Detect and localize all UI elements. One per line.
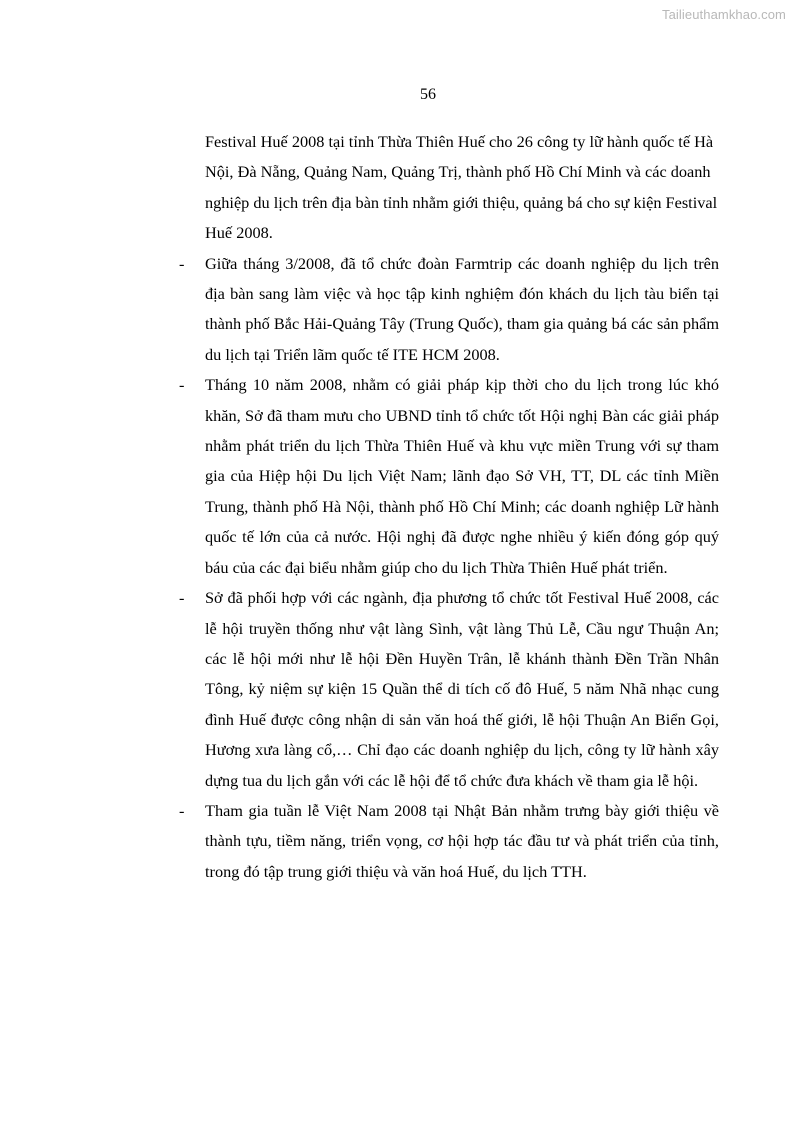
bullet-item-japan-week <box>179 796 719 887</box>
paragraph-continuation <box>205 127 719 249</box>
bullet-item-farmtrip <box>179 249 719 371</box>
paragraph-text: Giữa tháng 3/2008, đã tổ chức đoàn Farmtrip các doanh nghiệp du lịch trên địa bàn sang làm việc và học tập kinh nghiệm đón khách du lịch tàu biển tại thành phố Bắc Hải-Quảng Tây (Trung Quốc), tham gia quảng bá các sản phẩm du lịch tại Triển lãm quốc tế ITE HCM 2008. <box>205 253 719 364</box>
bullet-item-conference <box>179 370 719 583</box>
page-number: 56 <box>420 86 436 103</box>
paragraph-text: Tham gia tuần lễ Việt Nam 2008 tại Nhật Bản nhằm trưng bày giới thiệu về thành tựu, tiềm năng, triển vọng, cơ hội hợp tác đầu tư và phát triển của tỉnh, trong đó tập trung giới thiệu và văn hoá Huế, du lịch TTH. <box>205 800 719 881</box>
bullet-dash: - <box>179 375 185 395</box>
bullet-dash: - <box>179 253 185 273</box>
paragraph-text: Festival Huế 2008 tại tỉnh Thừa Thiên Huế cho 26 công ty lữ hành quốc tế Hà Nội, Đà Nẵng, Quảng Nam, Quảng Trị, thành phố Hồ Chí Minh và các doanh nghiệp du lịch trên địa bàn tỉnh nhằm giới thiệu, quảng bá cho sự kiện Festival Huế 2008. <box>205 132 718 243</box>
paragraph-text: Tháng 10 năm 2008, nhằm có giải pháp kịp thời cho du lịch trong lúc khó khăn, Sở đã tham mưu cho UBND tỉnh tổ chức tốt Hội nghị Bàn các giải pháp nhằm phát triển du lịch Thừa Thiên Huế và khu vực miền Trung với sự tham gia của Hiệp hội Du lịch Việt Nam; lãnh đạo Sở VH, TT, DL các tỉnh Miền Trung, thành phố Hà Nội, thành phố Hồ Chí Minh; các doanh nghiệp Lữ hành quốc tế lớn của cả nước. Hội nghị đã được nghe nhiều ý kiến đóng góp quý báu của các đại biểu nhằm giúp cho du lịch Thừa Thiên Huế phát triển. <box>205 375 719 577</box>
bullet-dash: - <box>179 800 185 820</box>
watermark: Tailieuthamkhao.com <box>661 7 786 22</box>
document-body <box>179 127 719 887</box>
bullet-dash: - <box>179 588 185 608</box>
bullet-item-festivals <box>179 583 719 796</box>
paragraph-text: Sở đã phối hợp với các ngành, địa phương tổ chức tốt Festival Huế 2008, các lễ hội truyền thống như vật làng Sình, vật làng Thủ Lễ, Cầu ngư Thuận An; các lễ hội mới như lễ hội Đền Huyền Trân, lễ khánh thành Đền Trần Nhân Tông, kỷ niệm sự kiện 15 Quần thể di tích cố đô Huế, 5 năm Nhã nhạc cung đình Huế được công nhận di sản văn hoá thế giới, lễ hội Thuận An Biển Gọi, Hương xưa làng cổ,… Chỉ đạo các doanh nghiệp du lịch, công ty lữ hành xây dựng tua du lịch gắn với các lễ hội để tổ chức đưa khách về tham gia lễ hội. <box>205 588 719 790</box>
